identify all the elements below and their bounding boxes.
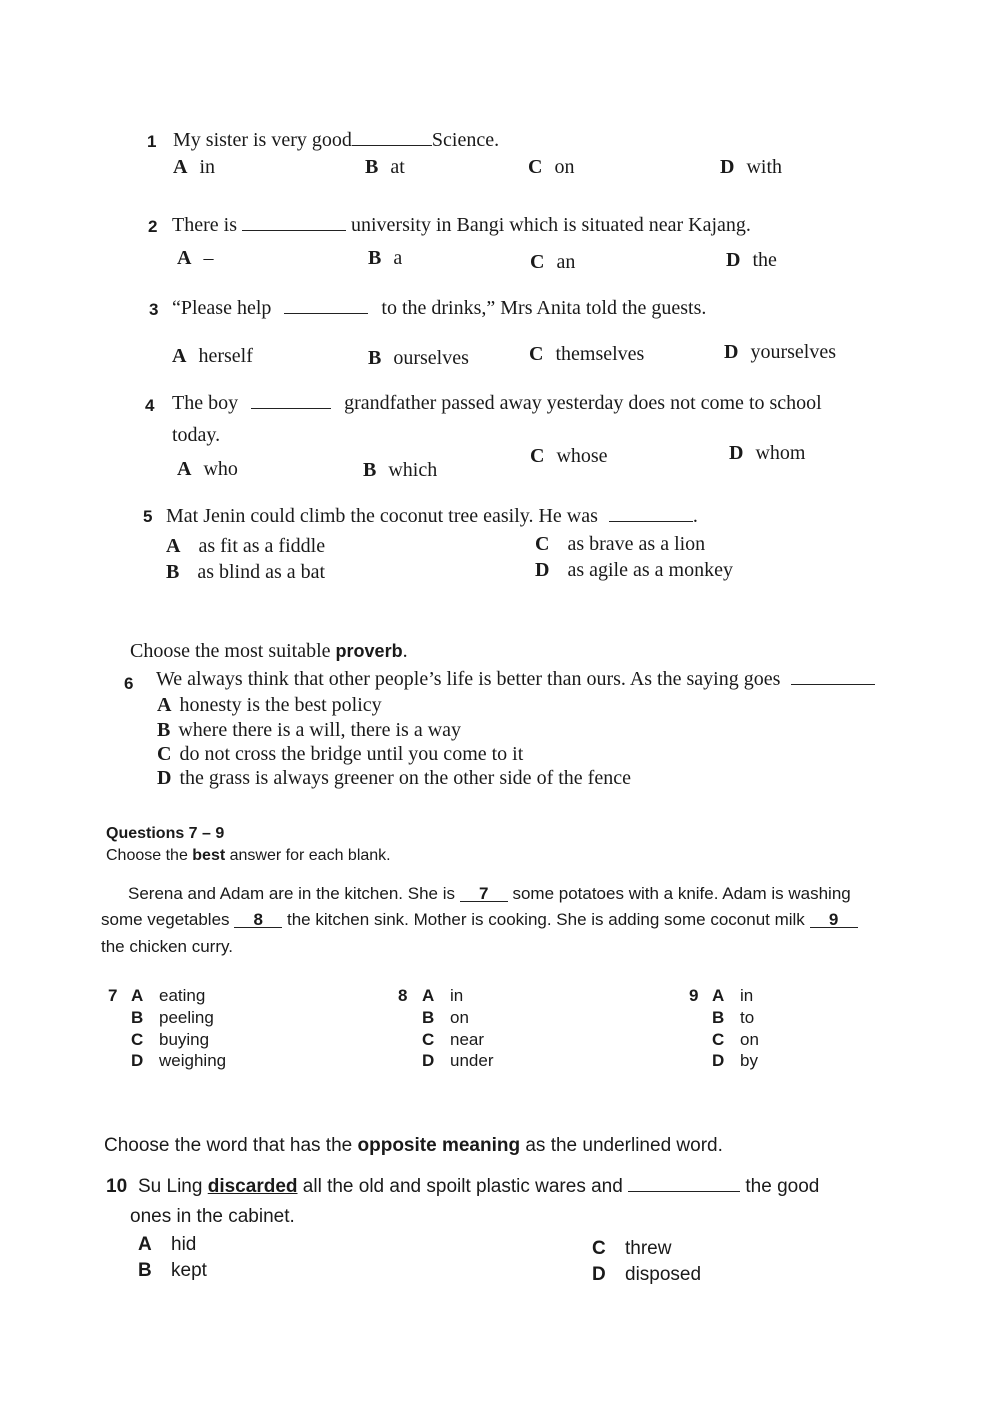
option-a[interactable]: A in	[712, 986, 754, 1005]
question-number: 10	[106, 1176, 128, 1197]
blank-7[interactable]: 7	[460, 887, 508, 902]
option-b[interactable]: B kept	[138, 1260, 207, 1281]
question-number: 6	[124, 674, 134, 693]
option-b[interactable]: B a	[368, 247, 403, 269]
option-b[interactable]: B to	[712, 1008, 755, 1027]
underlined-word: discarded	[207, 1176, 298, 1197]
option-a[interactable]: A hid	[138, 1234, 197, 1255]
option-c[interactable]: C an	[530, 251, 576, 273]
question-stem: “Please help to the drinks,” Mrs Anita told the guests.	[172, 297, 707, 319]
question-number: 2	[148, 217, 158, 236]
option-a[interactable]: A herself	[172, 345, 253, 367]
answer-blank[interactable]	[791, 683, 875, 685]
option-c[interactable]: C on	[528, 156, 575, 178]
option-b[interactable]: B which	[363, 459, 438, 481]
question-number: 4	[145, 396, 155, 415]
proverb-instruction: Choose the most suitable proverb.	[130, 640, 408, 662]
answer-blank[interactable]	[284, 312, 368, 314]
section-title: Questions 7 – 9	[106, 825, 225, 842]
option-a[interactable]: A in	[422, 986, 464, 1005]
question-stem-line-2: ones in the cabinet.	[130, 1206, 295, 1227]
question-stem: Su Ling discarded all the old and spoilt plastic wares and the good	[138, 1176, 820, 1197]
option-c[interactable]: C whose	[530, 445, 608, 467]
blank-9[interactable]: 9	[810, 913, 858, 928]
question-number: 1	[147, 132, 157, 151]
option-a[interactable]: A honesty is the best policy	[157, 694, 382, 716]
option-c[interactable]: C near	[422, 1030, 485, 1049]
question-stem: There is university in Bangi which is situated near Kajang.	[172, 214, 751, 236]
passage-line-3: the chicken curry.	[101, 937, 233, 956]
option-d[interactable]: D whom	[729, 442, 806, 464]
answer-blank[interactable]	[609, 520, 693, 522]
answer-blank[interactable]	[628, 1190, 740, 1192]
option-b[interactable]: B where there is a will, there is a way	[157, 719, 462, 741]
question-stem: The boy grandfather passed away yesterday does not come to school	[172, 392, 822, 414]
option-b[interactable]: B ourselves	[368, 347, 469, 369]
option-d[interactable]: D by	[712, 1051, 758, 1070]
option-d[interactable]: D with	[720, 156, 783, 178]
option-d[interactable]: D weighing	[131, 1051, 227, 1070]
question-stem: My sister is very good Science.	[173, 129, 500, 151]
question-number: 7	[108, 986, 118, 1005]
question-stem: We always think that other people’s life is better than ours. As the saying goes	[156, 668, 875, 691]
option-c[interactable]: C threw	[592, 1238, 672, 1259]
option-c[interactable]: C do not cross the bridge until you come to it	[157, 743, 524, 765]
answer-blank[interactable]	[251, 407, 331, 409]
option-d[interactable]: D yourselves	[724, 341, 836, 363]
option-a[interactable]: A –	[177, 247, 214, 269]
option-c[interactable]: C as brave as a lion	[535, 533, 706, 555]
option-d[interactable]: D the	[726, 249, 777, 271]
passage-line-2: some vegetables 8 the kitchen sink. Mother is cooking. She is adding some coconut milk 9	[101, 910, 858, 930]
option-a[interactable]: A who	[177, 458, 238, 480]
option-a[interactable]: A in	[173, 156, 216, 178]
option-a[interactable]: A eating	[131, 986, 206, 1005]
option-d[interactable]: D the grass is always greener on the other side of the fence	[157, 767, 631, 789]
question-number: 8	[398, 986, 408, 1005]
option-a[interactable]: A as fit as a fiddle	[166, 535, 326, 557]
option-c[interactable]: C on	[712, 1030, 759, 1049]
section-instruction: Choose the best answer for each blank.	[106, 847, 391, 864]
answer-blank[interactable]	[242, 229, 346, 231]
option-c[interactable]: C themselves	[529, 343, 645, 365]
question-number: 5	[143, 507, 153, 526]
passage-line-1: Serena and Adam are in the kitchen. She is 7 some potatoes with a knife. Adam is washing	[128, 884, 851, 903]
blank-8[interactable]: 8	[234, 913, 282, 928]
question-number: 3	[149, 300, 159, 319]
opposite-instruction: Choose the word that has the opposite meaning as the underlined word.	[104, 1135, 723, 1156]
option-b[interactable]: B on	[422, 1008, 469, 1027]
option-d[interactable]: D disposed	[592, 1264, 702, 1285]
option-d[interactable]: D under	[422, 1051, 494, 1070]
option-b[interactable]: B at	[365, 156, 405, 178]
question-stem-line-2: today.	[172, 424, 221, 446]
option-b[interactable]: B peeling	[131, 1008, 214, 1027]
question-number: 9	[689, 986, 699, 1005]
option-d[interactable]: D as agile as a monkey	[535, 559, 733, 581]
option-c[interactable]: C buying	[131, 1030, 210, 1049]
answer-blank[interactable]	[352, 144, 432, 146]
question-stem: Mat Jenin could climb the coconut tree easily. He was .	[166, 505, 698, 527]
option-b[interactable]: B as blind as a bat	[166, 561, 326, 583]
